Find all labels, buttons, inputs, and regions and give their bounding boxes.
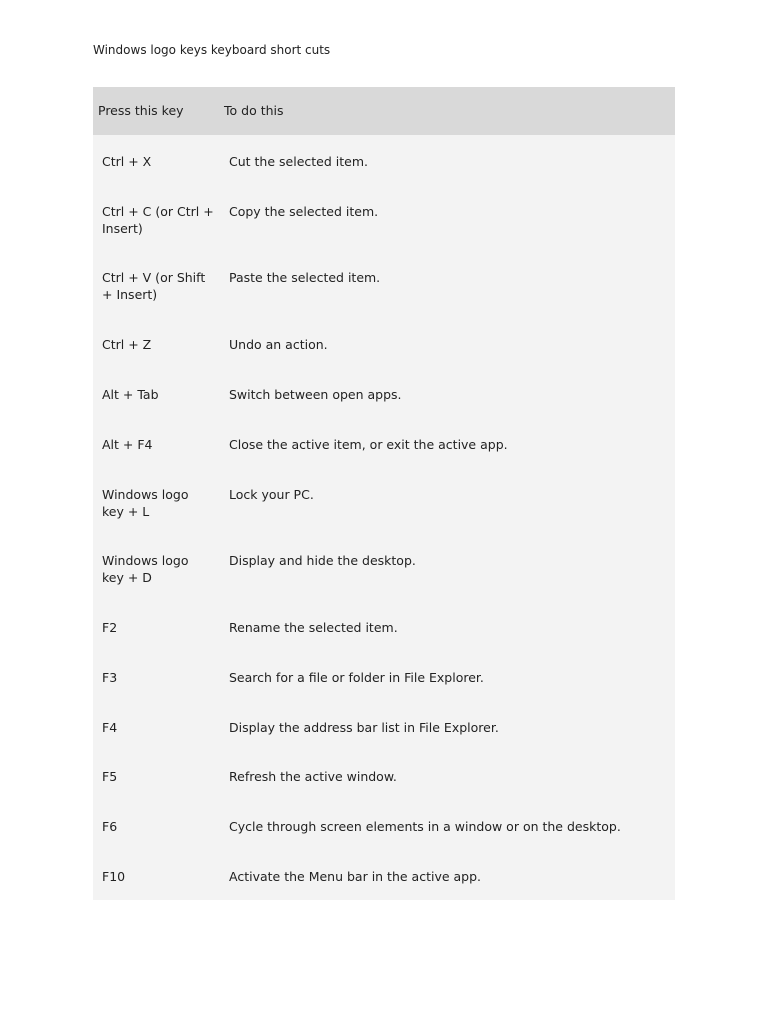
table-row [93,701,675,750]
shortcut-key: Ctrl + C (or Ctrl + Insert) [102,204,214,236]
table-row [93,251,675,318]
shortcut-key: Ctrl + Z [102,337,152,352]
table-row [93,468,675,534]
document-title: Windows logo keys keyboard short cuts [93,43,331,57]
table-row [93,185,675,251]
shortcut-action: Close the active item, or exit the active app. [229,437,508,452]
header-press-this-key: Press this key [98,103,184,118]
table-row [93,418,675,468]
shortcut-key: Ctrl + V (or Shift + Insert) [102,270,206,302]
table-row [93,750,675,800]
shortcut-action: Cycle through screen elements in a window or on the desktop. [229,819,621,834]
shortcut-action: Switch between open apps. [229,387,402,402]
table-row [93,651,675,701]
shortcut-key: F2 [102,620,118,635]
shortcut-action: Display the address bar list in File Explorer. [229,720,499,735]
shortcut-action: Refresh the active window. [229,769,397,784]
shortcut-action: Cut the selected item. [229,154,368,169]
table-row [93,534,675,601]
shortcut-action: Rename the selected item. [229,620,398,635]
table-row [93,800,675,850]
shortcut-action: Copy the selected item. [229,204,379,219]
shortcut-action: Activate the Menu bar in the active app. [229,869,482,884]
shortcut-action: Lock your PC. [229,487,314,502]
shortcut-action: Paste the selected item. [229,270,381,285]
table-row [93,601,675,651]
shortcut-key: Windows logo key + D [102,553,189,585]
shortcut-action: Undo an action. [229,337,328,352]
shortcut-key: F6 [102,819,118,834]
shortcut-key: Windows logo key + L [102,487,189,519]
table-row [93,368,675,418]
header-to-do-this: To do this [224,103,284,118]
table-row [93,318,675,368]
shortcut-key: F5 [102,769,118,784]
table-row [93,850,675,900]
shortcut-action: Display and hide the desktop. [229,553,416,568]
shortcuts-table [93,87,675,900]
shortcut-key: F3 [102,670,118,685]
table-header [93,87,675,135]
shortcut-key: Alt + Tab [102,387,159,402]
table-row [93,135,675,185]
shortcut-key: Alt + F4 [102,437,153,452]
shortcut-key: Ctrl + X [102,154,152,169]
shortcut-action: Search for a file or folder in File Explorer. [229,670,484,685]
shortcut-key: F4 [102,720,118,735]
shortcut-key: F10 [102,869,126,884]
